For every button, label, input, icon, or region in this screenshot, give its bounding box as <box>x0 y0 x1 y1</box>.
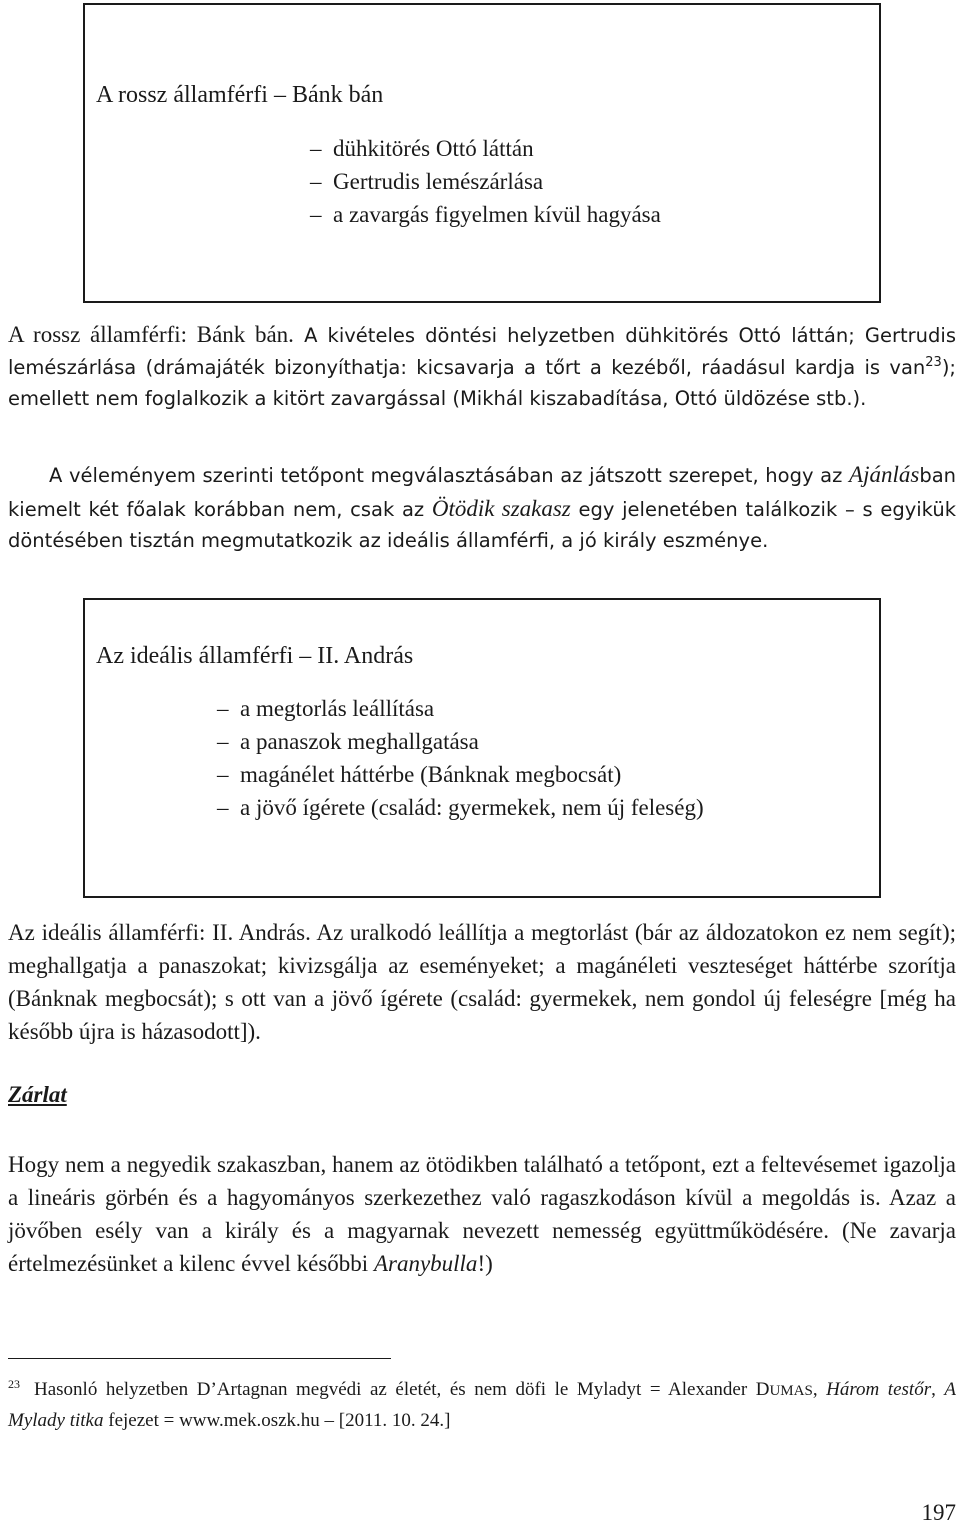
footnote-text-4: fejezet = www.mek.oszk.hu – [2011. 10. 24.] <box>103 1410 451 1431</box>
list-item: – a zavargás figyelmen kívül hagyása <box>310 198 661 231</box>
box1-list <box>310 132 661 231</box>
section-heading-zarlat: Zárlat <box>8 1082 67 1107</box>
footnote-text-2: , <box>812 1379 827 1400</box>
idealis-allamferfi-box <box>83 598 881 898</box>
para2-italic-2: Ötödik szakasz <box>431 495 571 521</box>
para4-text-1: Hogy nem a negyedik szakaszban, hanem az ötödikben található a tetőpont, ezt a feltevésemet igazolja a lineáris görbén és a hagyományos szerkezethez való ragaszkodáson kívül a megoldás is. Azaz a jövőben esély van a király és a magyarnak nevezett nemesség együttműködésére. (Ne zavarja értelmezésünket a kilenc évvel későbbi <box>8 1152 956 1276</box>
list-item: – a jövő ígérete (család: gyermekek, nem új feleség) <box>217 791 704 824</box>
footnote-ref: 23 <box>925 354 942 370</box>
paragraph-zarlat <box>8 1148 956 1280</box>
para2-text-3: egy jelenetében találkozik – s egyikük döntésében tisztán megmutatkozik az ideális államférfi, a jó király eszménye. <box>8 497 957 552</box>
paragraph-rossz-allamferfi <box>8 318 956 415</box>
para2-italic-1: Ajánlás <box>849 462 920 487</box>
list-item: – magánélet háttérbe (Bánknak megbocsát) <box>217 758 704 791</box>
list-item: – Gertrudis lemészárlása <box>310 165 661 198</box>
footnote-text-3: , <box>931 1379 945 1400</box>
para2-text-2: ban kiemelt két főalak korábban nem, csak az <box>8 464 956 521</box>
box1-title: A rossz államférfi – Bánk bán <box>96 82 384 108</box>
paragraph-idealis-allamferfi: Az ideális államférfi: II. András. Az uralkodó leállítja a megtorlást (bár az áldozatokon ez nem segít); meghallgatja a panaszokat; kivizsgálja az eseményeket; a magánéleti veszteséget háttérbe szorítja (Bánknak megbocsát); s ott van a jövő ígérete (család: gyermekek, nem gondol új feleségre [még ha később újra is házasodott]). <box>8 920 956 1044</box>
list-item: – a megtorlás leállítása <box>217 692 704 725</box>
para4-italic-1: Aranybulla <box>373 1251 478 1276</box>
rossz-allamferfi-box <box>83 3 881 303</box>
para4-text-2: !) <box>477 1251 493 1276</box>
para2-text-1: A véleményem szerinti tetőpont megválasztásában az játszott szerepet, hogy az <box>49 464 850 487</box>
footnote-separator <box>8 1358 391 1359</box>
footnote-smallcaps: UMAS <box>769 1383 813 1399</box>
footnote-italic-1: Három testőr <box>826 1379 932 1400</box>
page-number: 197 <box>921 1500 956 1525</box>
footnote <box>8 1375 956 1435</box>
list-item: – dühkitörés Ottó láttán <box>310 132 661 165</box>
box2-title: Az ideális államférfi – II. András <box>96 643 414 669</box>
para1-lead: A rossz államférfi: Bánk bán. <box>8 322 294 347</box>
footnote-text-1: Hasonló helyzetben D’Artagnan megvédi az életét, és nem döfi le Myladyt = Alexander D <box>34 1379 770 1400</box>
footnote-italic-2: A Mylady titka <box>8 1379 957 1431</box>
footnote-number: 23 <box>8 1377 20 1391</box>
paragraph-tetopont <box>8 458 956 557</box>
para1-body-1: A kivételes döntési helyzetben dühkitörés Ottó láttán; Gertrudis lemészárlása (drámajáték bizonyíthatja: kicsavarja a tőrt a kezéből, ráadásul kardja is van <box>8 324 956 379</box>
list-item: – a panaszok meghallgatása <box>217 725 704 758</box>
para1-body-2: ); emellett nem foglalkozik a kitört zavargással (Mikhál kiszabadítása, Ottó üldözése stb.). <box>8 355 956 410</box>
box2-list <box>217 692 704 824</box>
